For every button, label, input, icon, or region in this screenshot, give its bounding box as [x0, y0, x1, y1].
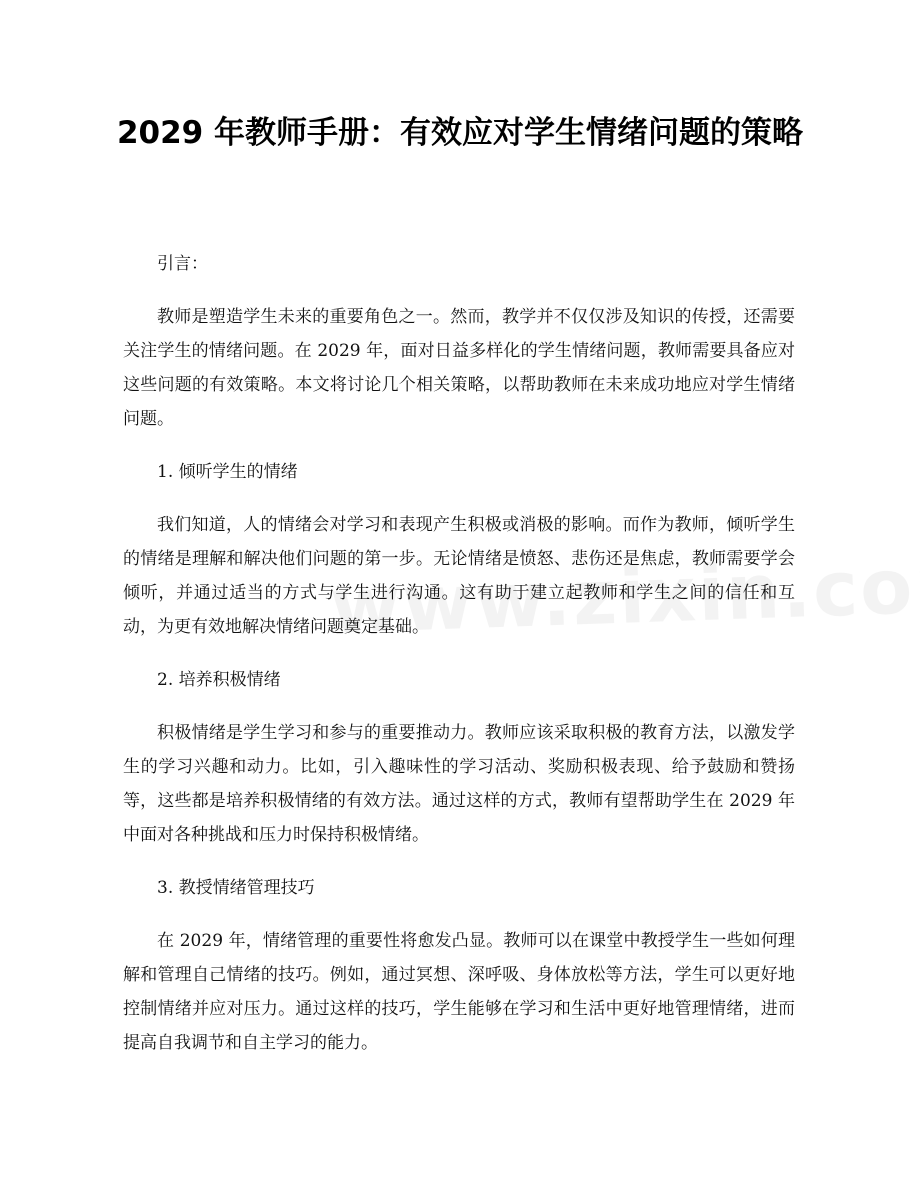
intro-paragraph: 教师是塑造学生未来的重要角色之一。然而，教学并不仅仅涉及知识的传授，还需要关注学生的情绪问题。在 2029 年，面对日益多样化的学生情绪问题，教师需要具备应对这些问题的有效策略。本文将讨论几个相关策略，以帮助教师在未来成功地应对学生情绪问题。	[123, 307, 795, 429]
section-paragraph-1: 我们知道，人的情绪会对学习和表现产生积极或消极的影响。而作为教师，倾听学生的情绪是理解和解决他们问题的第一步。无论情绪是愤怒、悲伤还是焦虑，教师需要学会倾听，并通过适当的方式与学生进行沟通。这有助于建立起教师和学生之间的信任和互动，为更有效地解决情绪问题奠定基础。	[123, 515, 795, 637]
section-heading-2: 2. 培养积极情绪	[157, 670, 281, 690]
section-heading-1: 1. 倾听学生的情绪	[157, 462, 298, 482]
intro-label: 引言：	[157, 254, 208, 274]
document-body	[123, 247, 795, 1060]
section-paragraph-2: 积极情绪是学生学习和参与的重要推动力。教师应该采取积极的教育方法，以激发学生的学习兴趣和动力。比如，引入趣味性的学习活动、奖励积极表现、给予鼓励和赞扬等，这些都是培养积极情绪的有效方法。通过这样的方式，教师有望帮助学生在 2029 年中面对各种挑战和压力时保持积极情绪。	[123, 723, 795, 845]
section-heading-3: 3. 教授情绪管理技巧	[157, 878, 315, 898]
page-title: 2029 年教师手册：有效应对学生情绪问题的策略	[116, 115, 804, 151]
section-paragraph-3: 在 2029 年，情绪管理的重要性将愈发凸显。教师可以在课堂中教授学生一些如何理解和管理自己情绪的技巧。例如，通过冥想、深呼吸、身体放松等方法，学生可以更好地控制情绪并应对压力。通过这样的技巧，学生能够在学习和生活中更好地管理情绪，进而提高自我调节和自主学习的能力。	[123, 931, 795, 1053]
